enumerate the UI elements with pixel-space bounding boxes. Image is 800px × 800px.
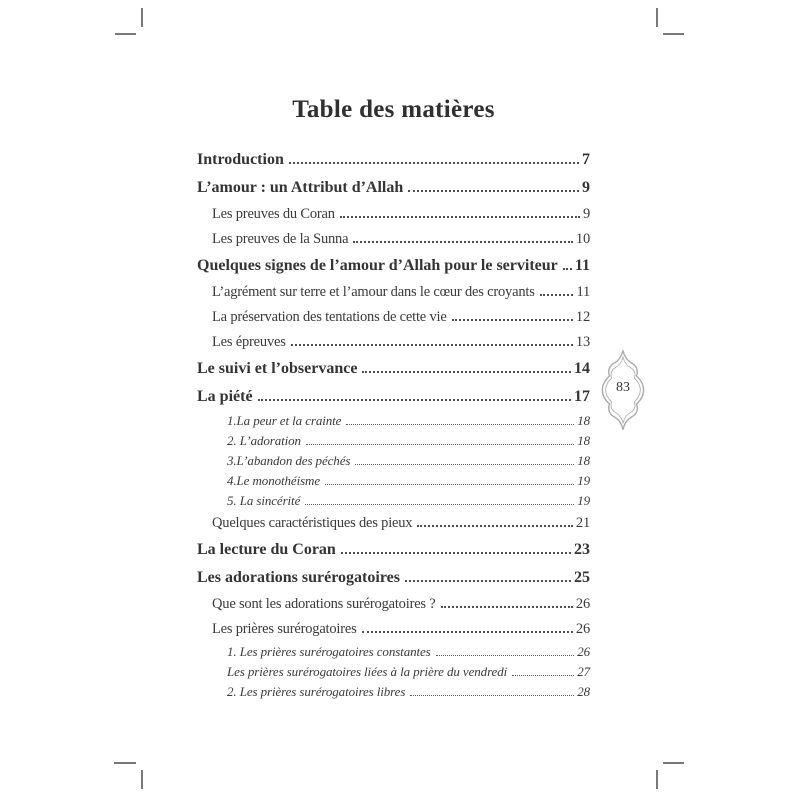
dot-leader	[362, 371, 571, 373]
toc-entry-row	[197, 431, 590, 451]
entry-page-number: 25	[574, 569, 590, 586]
entry-page-number: 21	[575, 515, 590, 531]
dot-leader	[289, 162, 579, 164]
folio-page-number: 83	[616, 379, 630, 395]
page-title: Table des matières	[292, 96, 495, 123]
dot-leader	[405, 580, 571, 582]
dot-leader	[441, 606, 573, 608]
crop-mark-top-left-vertical	[141, 8, 143, 27]
toc-entry-row	[197, 227, 590, 252]
dot-leader	[341, 552, 571, 554]
entry-page-number: 19	[577, 493, 590, 508]
dot-leader	[410, 695, 574, 696]
entry-page-number: 9	[582, 206, 590, 222]
entry-label: La lecture du Coran	[197, 541, 336, 558]
toc-entry-row	[197, 536, 590, 564]
entry-label: 4.Le monothéisme	[227, 473, 320, 488]
toc-entry-row	[197, 252, 590, 280]
entry-label: Quelques caractéristiques des pieux	[212, 515, 413, 531]
toc-entry-row	[197, 202, 590, 227]
toc-entry-row	[197, 642, 590, 662]
entry-label: Quelques signes de l’amour d’Allah pour le serviteur	[197, 257, 558, 274]
toc-entry-row	[197, 451, 590, 471]
entry-page-number: 12	[575, 309, 590, 325]
entry-label: Les épreuves	[212, 334, 286, 350]
crop-mark-bottom-left-horizontal	[114, 762, 136, 764]
entry-page-number: 10	[575, 231, 590, 247]
entry-page-number: 26	[575, 596, 590, 612]
crop-mark-top-left-horizontal	[115, 33, 136, 35]
toc-entry-row	[197, 146, 590, 174]
crop-mark-bottom-right-vertical	[656, 770, 658, 789]
toc-entry-row	[197, 564, 590, 592]
toc-entry-row	[197, 617, 590, 642]
entry-label: 2. L’adoration	[227, 433, 301, 448]
dot-leader	[563, 268, 572, 270]
entry-page-number: 18	[577, 413, 590, 428]
dot-leader	[305, 504, 574, 505]
entry-label: La préservation des tentations de cette vie	[212, 309, 447, 325]
entry-label: 1. Les prières surérogatoires constantes	[227, 644, 431, 659]
entry-label: Les preuves de la Sunna	[212, 231, 349, 247]
dot-leader	[291, 344, 573, 346]
entry-page-number: 11	[574, 257, 590, 274]
entry-label: Que sont les adorations surérogatoires ?	[212, 596, 436, 612]
crop-mark-bottom-right-horizontal	[663, 762, 684, 764]
dot-leader	[417, 525, 573, 527]
entry-page-number: 7	[582, 151, 590, 168]
dot-leader	[353, 241, 573, 243]
entry-label: L’amour : un Attribut d’Allah	[197, 179, 404, 196]
entry-page-number: 23	[574, 541, 590, 558]
toc-entry-row	[197, 330, 590, 355]
entry-label: 1.La peur et la crainte	[227, 413, 342, 428]
entry-label: La piété	[197, 388, 253, 405]
entry-label: 3.L’abandon des péchés	[227, 453, 351, 468]
dot-leader	[258, 399, 571, 401]
entry-page-number: 18	[577, 433, 590, 448]
dot-leader	[408, 190, 579, 192]
entry-label: 5. La sincérité	[227, 493, 301, 508]
toc-list	[197, 146, 590, 702]
toc-entry-row	[197, 305, 590, 330]
entry-label: Le suivi et l’observance	[197, 360, 358, 377]
toc-entry-row	[197, 471, 590, 491]
dot-leader	[355, 464, 574, 465]
dot-leader	[540, 294, 574, 296]
toc-entry-row	[197, 592, 590, 617]
dot-leader	[436, 655, 575, 656]
toc-entry-row	[197, 355, 590, 383]
toc-entry-row	[197, 662, 590, 682]
crop-mark-top-right-horizontal	[663, 33, 684, 35]
toc-entry-row	[197, 174, 590, 202]
entry-page-number: 19	[577, 473, 590, 488]
entry-page-number: 27	[577, 664, 590, 679]
entry-label: Les preuves du Coran	[212, 206, 335, 222]
entry-page-number: 11	[576, 284, 590, 300]
entry-label: 2. Les prières surérogatoires libres	[227, 684, 406, 699]
entry-page-number: 17	[574, 388, 590, 405]
folio-ornament	[601, 350, 645, 430]
entry-label: Les adorations surérogatoires	[197, 569, 400, 586]
dot-leader	[306, 444, 574, 445]
entry-label: Introduction	[197, 151, 284, 168]
dot-leader	[340, 216, 580, 218]
toc-entry-row	[197, 383, 590, 411]
dot-leader	[512, 675, 574, 676]
entry-page-number: 9	[582, 179, 590, 196]
entry-label: L’agrément sur terre et l’amour dans le cœur des croyants	[212, 284, 535, 300]
toc-entry-row	[197, 411, 590, 431]
dot-leader	[452, 319, 573, 321]
toc-entry-row	[197, 491, 590, 511]
entry-page-number: 28	[577, 684, 590, 699]
entry-page-number: 13	[575, 334, 590, 350]
entry-page-number: 18	[577, 453, 590, 468]
dot-leader	[346, 424, 574, 425]
crop-mark-top-right-vertical	[656, 8, 658, 27]
dot-leader	[325, 484, 574, 485]
toc-entry-row	[197, 682, 590, 702]
dot-leader	[362, 631, 573, 633]
toc-entry-row	[197, 511, 590, 536]
entry-page-number: 26	[575, 621, 590, 637]
toc-entry-row	[197, 280, 590, 305]
entry-label: Les prières surérogatoires liées à la prière du vendredi	[227, 664, 508, 679]
crop-mark-bottom-left-vertical	[141, 770, 143, 789]
entry-label: Les prières surérogatoires	[212, 621, 357, 637]
entry-page-number: 26	[577, 644, 590, 659]
entry-page-number: 14	[574, 360, 590, 377]
